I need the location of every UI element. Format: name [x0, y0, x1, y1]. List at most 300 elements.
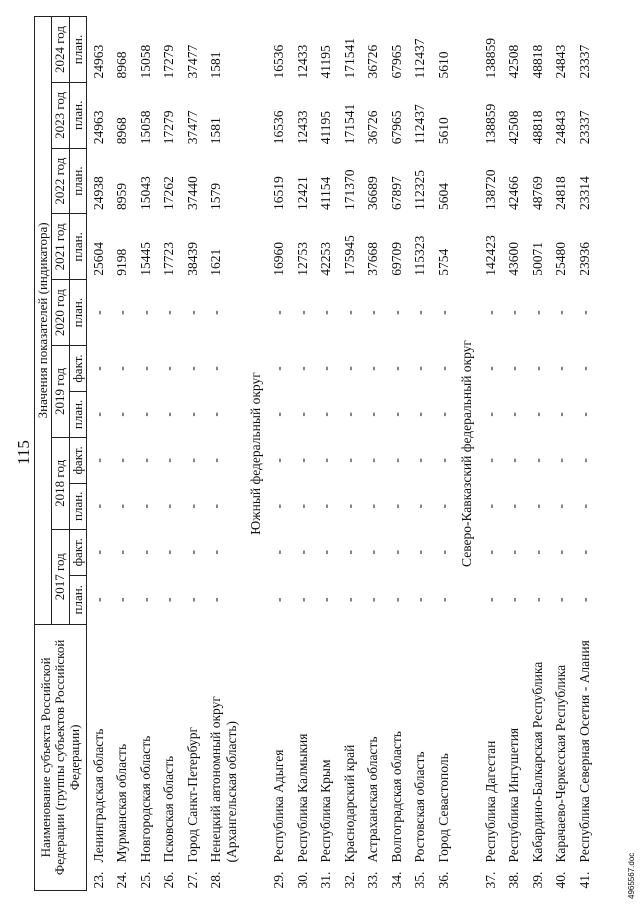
row-number: 23.: [90, 871, 106, 889]
empty-value-cell: -: [341, 366, 357, 371]
value-cell-2024: 15058: [137, 44, 153, 79]
empty-value-cell: -: [208, 412, 224, 417]
empty-value-cell: -: [184, 597, 200, 602]
value-cell-2024: 16536: [271, 44, 287, 79]
table-row: [338, 17, 362, 891]
empty-value-cell: -: [412, 597, 428, 602]
value-cell-2023: 24843: [553, 110, 569, 145]
empty-value-cell: -: [271, 597, 287, 602]
district-north-caucasus-label: Северо-Кавказский федеральный округ: [459, 340, 475, 567]
empty-value-cell: -: [114, 412, 130, 417]
rows-northwest: [86, 17, 243, 891]
empty-value-cell: -: [318, 504, 334, 509]
empty-value-cell: -: [184, 366, 200, 371]
empty-value-cell: -: [318, 597, 334, 602]
subject-name: Кабардино-Балкарская Республика: [529, 661, 545, 863]
row-number: 29.: [271, 871, 287, 889]
empty-value-cell: -: [184, 504, 200, 509]
subject-cell: [110, 624, 134, 890]
subject-cell: [204, 624, 243, 890]
empty-value-cell: -: [161, 549, 177, 555]
empty-value-cell: -: [271, 549, 287, 555]
empty-value-cell: -: [576, 504, 592, 509]
empty-value-cell: -: [482, 549, 498, 555]
value-cell-2023: 17279: [161, 110, 177, 145]
empty-value-cell: -: [318, 412, 334, 417]
value-cell-2023: 36726: [365, 110, 381, 145]
empty-value-cell: -: [161, 597, 177, 602]
empty-value-cell: -: [365, 310, 381, 315]
table-row: [314, 17, 338, 891]
row-number: 28.: [208, 871, 224, 889]
empty-value-cell: -: [208, 458, 224, 463]
empty-value-cell: -: [576, 310, 592, 315]
empty-value-cell: -: [90, 504, 106, 509]
empty-value-cell: -: [318, 549, 334, 555]
empty-value-cell: -: [412, 504, 428, 509]
value-cell-2023: 138859: [482, 103, 498, 145]
value-cell-2021: 42253: [318, 241, 334, 276]
value-cell-2022: 37440: [184, 176, 200, 210]
subject-name: Город Севастополь: [435, 753, 451, 863]
value-cell-2023: 16536: [271, 110, 287, 145]
value-cell-2023: 5610: [435, 117, 451, 145]
empty-value-cell: -: [294, 412, 310, 417]
value-cell-2023: 12433: [294, 110, 310, 145]
value-cell-2022: 8959: [114, 182, 130, 210]
table-row: [502, 17, 526, 891]
row-number: 27.: [184, 871, 200, 889]
plan-label: план.: [69, 391, 86, 437]
empty-value-cell: -: [412, 310, 428, 315]
plan-label: план.: [69, 280, 86, 346]
value-cell-2021: 1621: [208, 248, 224, 276]
empty-value-cell: -: [137, 504, 153, 509]
empty-value-cell: -: [435, 310, 451, 315]
empty-value-cell: -: [365, 458, 381, 463]
empty-value-cell: -: [318, 458, 334, 463]
value-cell-2021: 115323: [412, 235, 428, 276]
value-cell-2023: 48818: [529, 110, 545, 145]
subject-cell: [361, 624, 385, 890]
empty-value-cell: -: [90, 366, 106, 371]
fact-label: факт.: [69, 529, 86, 575]
subject-name: Карачаево-Черкесская Республика: [553, 664, 569, 863]
value-cell-2021: 9198: [114, 248, 130, 276]
empty-value-cell: -: [208, 366, 224, 371]
empty-value-cell: -: [482, 412, 498, 417]
plan-label: план.: [69, 82, 86, 148]
value-cell-2024: 36726: [365, 44, 381, 79]
value-cell-2021: 25480: [553, 241, 569, 276]
rows-south: [267, 17, 455, 891]
empty-value-cell: -: [412, 458, 428, 463]
value-cell-2024: 42508: [506, 44, 522, 79]
value-cell-2023: 67965: [388, 110, 404, 145]
empty-value-cell: -: [90, 549, 106, 555]
plan-label: план.: [69, 17, 86, 83]
empty-value-cell: -: [553, 458, 569, 463]
empty-value-cell: -: [208, 504, 224, 509]
value-cell-2022: 1579: [208, 182, 224, 210]
table-row: [157, 17, 181, 891]
subject-name: Новгородская область: [137, 735, 153, 863]
indicator-table: [34, 16, 596, 891]
empty-value-cell: -: [412, 366, 428, 371]
subject-cell: [181, 624, 205, 890]
value-cell-2024: 171541: [341, 37, 357, 79]
table-row: [86, 17, 110, 891]
empty-value-cell: -: [341, 458, 357, 463]
empty-value-cell: -: [90, 310, 106, 315]
empty-value-cell: -: [294, 549, 310, 555]
value-cell-2022: 48769: [529, 176, 545, 210]
value-cell-2024: 24963: [90, 44, 106, 79]
empty-value-cell: -: [506, 366, 522, 371]
empty-value-cell: -: [114, 458, 130, 463]
value-cell-2023: 41195: [318, 110, 334, 145]
value-cell-2024: 67965: [388, 44, 404, 79]
subject-cell: [502, 624, 526, 890]
empty-value-cell: -: [114, 310, 130, 315]
subject-cell: [432, 624, 456, 890]
table-row: [181, 17, 205, 891]
empty-value-cell: -: [388, 412, 404, 417]
value-cell-2021: 16960: [271, 241, 287, 276]
value-cell-2022: 112325: [412, 169, 428, 210]
row-number: 30.: [294, 871, 310, 889]
empty-value-cell: -: [341, 504, 357, 509]
plan-label: план.: [69, 148, 86, 214]
subject-cell: [157, 624, 181, 890]
subject-cell: [338, 624, 362, 890]
empty-value-cell: -: [506, 504, 522, 509]
empty-value-cell: -: [365, 412, 381, 417]
year-header-2017: 2017 год: [52, 529, 69, 624]
empty-value-cell: -: [553, 504, 569, 509]
row-number: 24.: [114, 871, 130, 889]
page-number: 115: [14, 440, 33, 465]
value-cell-2022: 24818: [553, 176, 569, 210]
empty-value-cell: -: [412, 412, 428, 417]
empty-value-cell: -: [208, 549, 224, 555]
empty-value-cell: -: [482, 597, 498, 602]
empty-value-cell: -: [294, 597, 310, 602]
empty-value-cell: -: [435, 458, 451, 463]
value-cell-2024: 112437: [412, 38, 428, 79]
empty-value-cell: -: [208, 310, 224, 315]
subject-name: Республика Калмыкия: [294, 733, 310, 863]
empty-value-cell: -: [529, 458, 545, 463]
value-cell-2022: 41154: [318, 176, 334, 210]
subject-name: Волгоградская область: [388, 731, 404, 863]
value-cell-2022: 16519: [271, 176, 287, 210]
table-row: [573, 17, 597, 891]
empty-value-cell: -: [341, 597, 357, 602]
value-cell-2022: 171370: [341, 169, 357, 210]
empty-value-cell: -: [576, 412, 592, 417]
subject-cell: [267, 624, 291, 890]
empty-value-cell: -: [341, 549, 357, 555]
empty-value-cell: -: [137, 366, 153, 371]
rows-north-caucasus: [479, 17, 597, 891]
row-number: 41.: [576, 871, 592, 889]
row-number: 40.: [553, 871, 569, 889]
value-cell-2021: 38439: [184, 241, 200, 276]
empty-value-cell: -: [137, 597, 153, 602]
empty-value-cell: -: [553, 366, 569, 371]
row-number: 25.: [137, 871, 153, 889]
year-header-2024: 2024 год: [52, 17, 69, 83]
value-cell-2022: 15043: [137, 176, 153, 210]
table-row: [549, 17, 573, 891]
value-cell-2024: 23337: [576, 44, 592, 79]
value-cell-2021: 5754: [435, 248, 451, 276]
value-cell-2021: 43600: [506, 241, 522, 276]
empty-value-cell: -: [271, 458, 287, 463]
value-cell-2024: 1581: [208, 51, 224, 79]
value-cell-2024: 48818: [529, 44, 545, 79]
subject-column-header: Наименование субъекта Российской Федерации (группы субъектов Российской Федерации): [35, 624, 87, 890]
empty-value-cell: -: [553, 597, 569, 602]
year-header-2021: 2021 год: [52, 214, 69, 280]
table-row: [110, 17, 134, 891]
value-cell-2023: 15058: [137, 110, 153, 145]
value-cell-2023: 42508: [506, 110, 522, 145]
year-header-2020: 2020 год: [52, 280, 69, 346]
empty-value-cell: -: [161, 310, 177, 315]
empty-value-cell: -: [412, 549, 428, 555]
empty-value-cell: -: [388, 597, 404, 602]
empty-value-cell: -: [271, 412, 287, 417]
file-name-footer: 4965567.doc: [627, 852, 636, 899]
value-cell-2024: 41195: [318, 45, 334, 79]
empty-value-cell: -: [184, 549, 200, 555]
row-number: 26.: [161, 871, 177, 889]
empty-value-cell: -: [482, 458, 498, 463]
value-cell-2022: 12421: [294, 176, 310, 210]
empty-value-cell: -: [482, 504, 498, 509]
empty-value-cell: -: [365, 597, 381, 602]
subject-cell: [385, 624, 409, 890]
value-cell-2022: 36689: [365, 176, 381, 210]
plan-label: план.: [69, 483, 86, 529]
value-cell-2023: 171541: [341, 103, 357, 145]
empty-value-cell: -: [318, 366, 334, 371]
year-header-2018: 2018 год: [52, 437, 69, 529]
subject-name: Ростовская область: [412, 751, 428, 863]
year-header-2022: 2022 год: [52, 148, 69, 214]
empty-value-cell: -: [161, 412, 177, 417]
year-header-2023: 2023 год: [52, 82, 69, 148]
year-header-2019: 2019 год: [52, 346, 69, 438]
empty-value-cell: -: [506, 412, 522, 417]
plan-label: план.: [69, 575, 86, 624]
table-row: [361, 17, 385, 891]
value-cell-2022: 138720: [482, 169, 498, 210]
value-cell-2024: 8968: [114, 51, 130, 79]
empty-value-cell: -: [114, 366, 130, 371]
empty-value-cell: -: [137, 549, 153, 555]
subject-cell: [314, 624, 338, 890]
value-cell-2023: 8968: [114, 117, 130, 145]
subject-name: Республика Крым: [318, 759, 334, 863]
empty-value-cell: -: [553, 549, 569, 555]
empty-value-cell: -: [435, 597, 451, 602]
empty-value-cell: -: [271, 310, 287, 315]
empty-value-cell: -: [435, 366, 451, 371]
empty-value-cell: -: [271, 366, 287, 371]
subject-name: Астраханская область: [365, 736, 381, 863]
table-row: [479, 17, 503, 891]
empty-value-cell: -: [576, 549, 592, 555]
value-cell-2021: 37668: [365, 241, 381, 276]
empty-value-cell: -: [388, 504, 404, 509]
empty-value-cell: -: [137, 458, 153, 463]
value-cell-2022: 5604: [435, 182, 451, 210]
empty-value-cell: -: [388, 366, 404, 371]
empty-value-cell: -: [388, 310, 404, 315]
empty-value-cell: -: [161, 366, 177, 371]
subject-name: Республика Адыгея: [271, 749, 287, 863]
value-cell-2024: 12433: [294, 44, 310, 79]
empty-value-cell: -: [388, 549, 404, 555]
empty-value-cell: -: [161, 458, 177, 463]
subject-cell: [86, 624, 110, 890]
row-number: 36.: [435, 871, 451, 889]
value-cell-2021: 12753: [294, 241, 310, 276]
empty-value-cell: -: [576, 458, 592, 463]
empty-value-cell: -: [529, 412, 545, 417]
value-cell-2024: 24843: [553, 44, 569, 79]
empty-value-cell: -: [576, 366, 592, 371]
subject-name: Республика Дагестан: [482, 740, 498, 863]
table-row: [526, 17, 550, 891]
value-cell-2021: 175945: [341, 235, 357, 276]
value-cell-2024: 138859: [482, 37, 498, 79]
table-row: [267, 17, 291, 891]
empty-value-cell: -: [114, 504, 130, 509]
empty-value-cell: -: [90, 597, 106, 602]
row-number: 39.: [529, 871, 545, 889]
subject-cell: [408, 624, 432, 890]
empty-value-cell: -: [435, 549, 451, 555]
subject-name: Ненецкий автономный округ (Архангельская область): [208, 696, 239, 863]
empty-value-cell: -: [184, 310, 200, 315]
empty-value-cell: -: [529, 310, 545, 315]
subject-name: Республика Ингушетия: [506, 727, 522, 863]
value-cell-2024: 5610: [435, 51, 451, 79]
table-row: [385, 17, 409, 891]
empty-value-cell: -: [161, 504, 177, 509]
empty-value-cell: -: [482, 366, 498, 371]
empty-value-cell: -: [435, 412, 451, 417]
row-number: 34.: [388, 871, 404, 889]
empty-value-cell: -: [553, 412, 569, 417]
empty-value-cell: -: [506, 549, 522, 555]
row-number: 37.: [482, 871, 498, 889]
empty-value-cell: -: [294, 504, 310, 509]
subject-cell: [573, 624, 597, 890]
subject-name: Краснодарский край: [341, 744, 357, 863]
empty-value-cell: -: [294, 310, 310, 315]
district-row: [455, 17, 479, 891]
empty-value-cell: -: [529, 366, 545, 371]
table-row: [134, 17, 158, 891]
row-number: 32.: [341, 871, 357, 889]
empty-value-cell: -: [90, 458, 106, 463]
empty-value-cell: -: [529, 597, 545, 602]
empty-value-cell: -: [553, 310, 569, 315]
value-cell-2021: 17723: [161, 241, 177, 276]
subject-cell: [291, 624, 315, 890]
fact-label: факт.: [69, 346, 86, 392]
empty-value-cell: -: [388, 458, 404, 463]
value-cell-2021: 142423: [482, 235, 498, 276]
value-cell-2023: 37477: [184, 110, 200, 145]
empty-value-cell: -: [506, 458, 522, 463]
district-south-label: Южный федеральный округ: [247, 372, 263, 535]
empty-value-cell: -: [184, 412, 200, 417]
empty-value-cell: -: [506, 310, 522, 315]
empty-value-cell: -: [184, 458, 200, 463]
table-row: [408, 17, 432, 891]
subject-cell: [526, 624, 550, 890]
value-cell-2024: 37477: [184, 44, 200, 79]
subject-name: Ленинградская область: [90, 728, 106, 863]
empty-value-cell: -: [365, 504, 381, 509]
row-number: 35.: [412, 871, 428, 889]
empty-value-cell: -: [90, 412, 106, 417]
value-cell-2022: 17262: [161, 176, 177, 210]
empty-value-cell: -: [294, 366, 310, 371]
empty-value-cell: -: [341, 412, 357, 417]
empty-value-cell: -: [114, 597, 130, 602]
value-cell-2022: 23314: [576, 176, 592, 210]
empty-value-cell: -: [318, 310, 334, 315]
value-cell-2021: 23936: [576, 241, 592, 276]
empty-value-cell: -: [576, 597, 592, 602]
row-number: 33.: [365, 871, 381, 889]
subject-name: Республика Северная Осетия - Алания: [576, 640, 592, 863]
empty-value-cell: -: [529, 549, 545, 555]
empty-value-cell: -: [114, 549, 130, 555]
empty-value-cell: -: [435, 504, 451, 509]
empty-value-cell: -: [341, 310, 357, 315]
value-cell-2021: 25604: [90, 241, 106, 276]
empty-value-cell: -: [482, 310, 498, 315]
subject-name: Псковская область: [161, 755, 177, 863]
empty-value-cell: -: [506, 597, 522, 602]
empty-value-cell: -: [271, 504, 287, 509]
table-row: [204, 17, 243, 891]
table-row: [291, 17, 315, 891]
value-cell-2022: 42466: [506, 176, 522, 210]
values-group-header: Значения показателей (индикатора): [35, 17, 52, 625]
value-cell-2021: 50071: [529, 241, 545, 276]
value-cell-2022: 24938: [90, 176, 106, 210]
plan-label: план.: [69, 214, 86, 280]
subject-name: Мурманская область: [114, 743, 130, 863]
subject-cell: [479, 624, 503, 890]
value-cell-2023: 24963: [90, 110, 106, 145]
value-cell-2023: 23337: [576, 110, 592, 145]
subject-name: Город Санкт-Петербург: [184, 727, 200, 863]
empty-value-cell: -: [294, 458, 310, 463]
subject-cell: [549, 624, 573, 890]
value-cell-2022: 67897: [388, 176, 404, 210]
row-number: 38.: [506, 871, 522, 889]
